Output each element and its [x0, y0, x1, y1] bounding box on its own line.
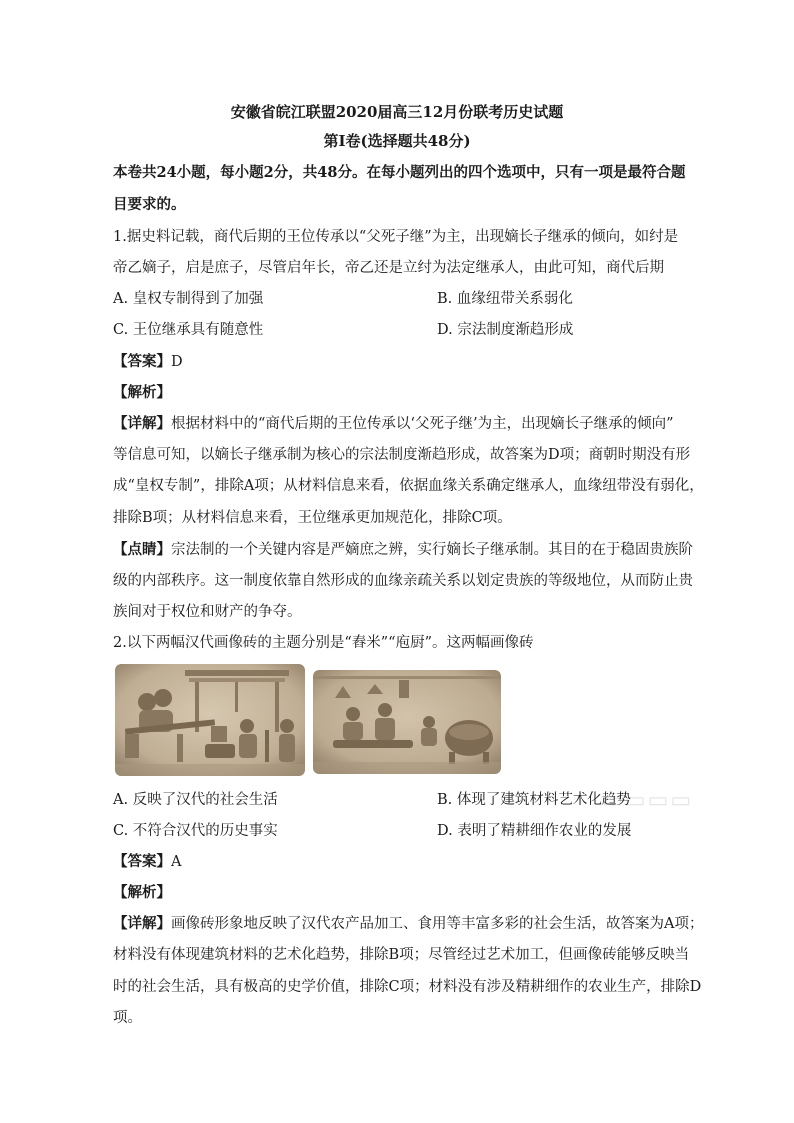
q1-option-a: A. 皇权专制得到了加强 [113, 291, 264, 307]
q1-option-b: B. 血缘纽带关系弱化 [437, 291, 573, 307]
q1-stem-line-2: 帝乙嫡子，启是庶子，尽管启年长，帝乙还是立纣为法定继承人，由此可知，商代后期 [113, 260, 664, 276]
q1-answer [113, 352, 183, 372]
q1-note-line-1: 【点睛】宗法制的一个关键内容是严嫡庶之辨，实行嫡长子继承制。其目的在于稳固贵族阶 [113, 541, 693, 558]
section-title: 第Ⅰ卷(选择题共48分) [323, 132, 471, 150]
kitchen-brick-image [313, 670, 501, 774]
q2-detail-tag: 【详解】 [113, 915, 171, 932]
q2-analysis-tag: 【解析】 [113, 884, 171, 901]
q2-answer-value: A [171, 854, 182, 870]
q1-option-d: D. 宗法制度渐趋形成 [437, 322, 574, 338]
q2-stem-line-1: 2.以下两幅汉代画像砖的主题分别是“舂米”“庖厨”。这两幅画像砖 [113, 635, 534, 651]
q2-answer-tag: 【答案】 [113, 853, 171, 870]
q1-note-line-2: 级的内部秩序。这一制度依靠自然形成的血缘亲疏关系以划定贵族的等级地位，从而防止贵 [113, 573, 693, 589]
q2-answer [113, 852, 181, 872]
instructions-line-1: 本卷共24小题，每小题2分，共48分。在每小题列出的四个选项中，只有一项是最符合题 [113, 164, 686, 181]
q2-detail-line-1: 【详解】画像砖形象地反映了汉代农产品加工、食用等丰富多彩的社会生活，故答案为A项； [113, 915, 704, 932]
q1-note-tag: 【点睛】 [113, 541, 171, 558]
q1-detail-line-4: 排除B项；从材料信息来看，王位继承更加规范化，排除C项。 [113, 510, 512, 526]
exam-title: 安徽省皖江联盟2020届高三12月份联考历史试题 [230, 103, 564, 121]
q1-answer-value: D [171, 354, 183, 370]
q2-option-d: D. 表明了精耕细作农业的发展 [437, 823, 632, 839]
q1-note-line-3: 族间对于权位和财产的争夺。 [113, 604, 302, 620]
q1-answer-tag: 【答案】 [113, 353, 171, 370]
q1-option-c: C. 王位继承具有随意性 [113, 322, 264, 338]
pounding-rice-brick-image [115, 664, 305, 776]
q2-option-a: A. 反映了汉代的社会生活 [113, 792, 278, 808]
q1-detail-line-2: 等信息可知，以嫡长子继承制为核心的宗法制度渐趋形成，故答案为D项；商朝时期没有形 [113, 447, 691, 463]
q1-analysis-tag: 【解析】 [113, 384, 171, 401]
q1-detail-line-3: 成“皇权专制”，排除A项；从材料信息来看，依据血缘关系确定继承人，血缘纽带没有弱化， [113, 478, 704, 494]
q2-detail-line-4: 项。 [113, 1010, 142, 1026]
q2-detail-line-3: 时的社会生活，具有极高的史学价值，排除C项；材料没有涉及精耕细作的农业生产，排除D [113, 979, 702, 995]
q2-detail-line-2: 材料没有体现建筑材料的艺术化趋势，排除B项；尽管经过艺术加工，但画像砖能够反映当 [113, 947, 690, 963]
q1-detail-tag: 【详解】 [113, 415, 171, 432]
instructions-line-2: 目要求的。 [113, 196, 186, 213]
q2-option-c: C. 不符合汉代的历史事实 [113, 823, 278, 839]
q2-option-b: B. 体现了建筑材料艺术化趋势 [437, 792, 631, 808]
q1-detail-line-1: 【详解】根据材料中的“商代后期的王位传承以‘父死子继’为主，出现嫡长子继承的倾向” [113, 415, 674, 432]
faint-watermark: ▭▭▭▭ [602, 788, 694, 813]
q1-stem-line-1: 1.据史料记载，商代后期的王位传承以“父死子继”为主，出现嫡长子继承的倾向，如纣是 [113, 229, 679, 245]
